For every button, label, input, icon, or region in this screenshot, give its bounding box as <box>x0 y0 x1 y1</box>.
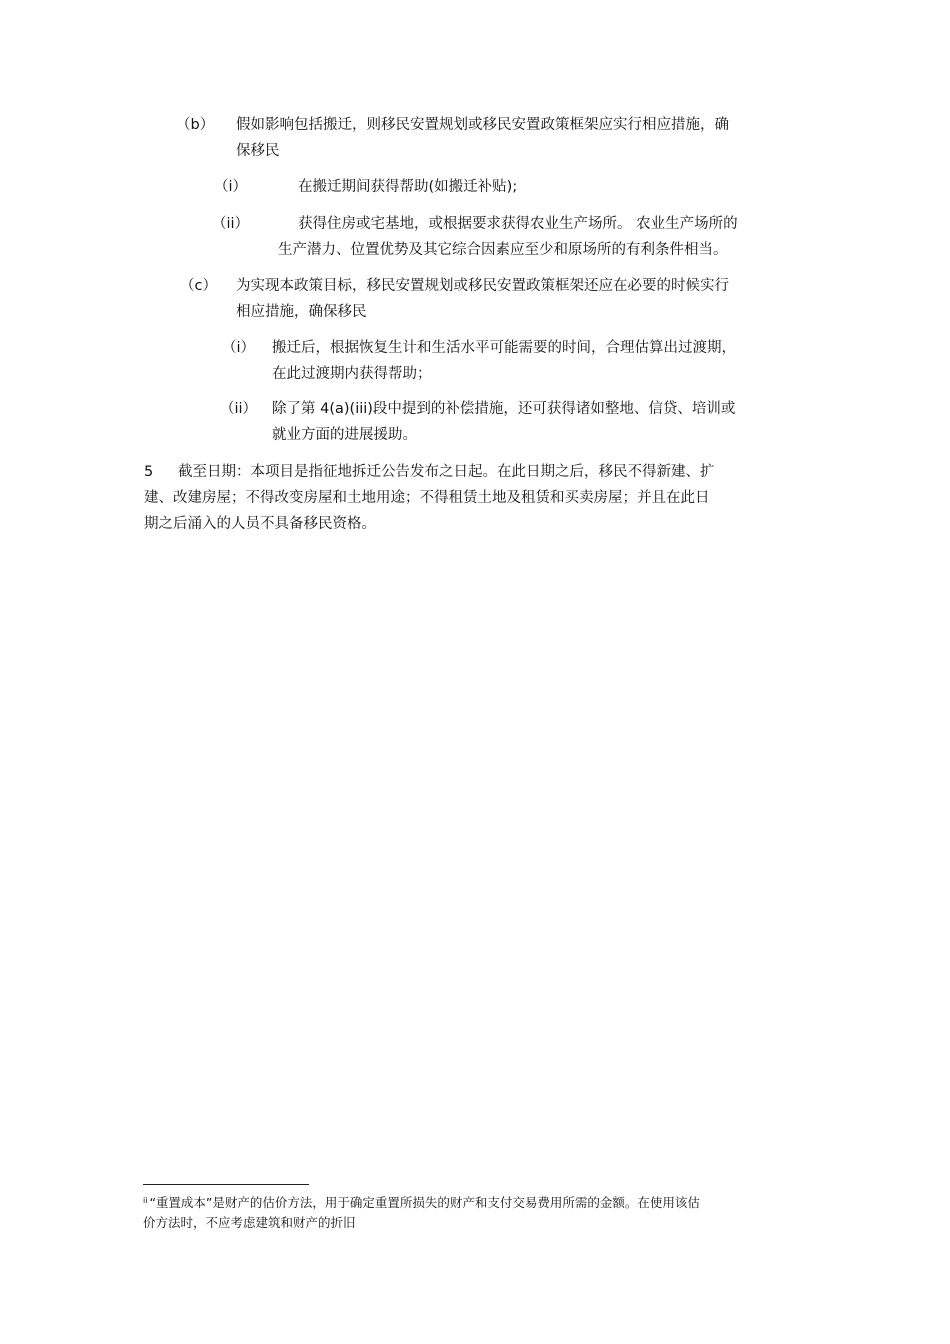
footnote-line1: “重置成本”是财产的估价方法，用于确定重置所损失的财产和支付交易费用所需的金额。在使用该估 <box>149 1195 700 1210</box>
item-c-i-line2: 在此过渡期内获得帮助； <box>272 366 432 382</box>
item-b-ii-line1: 获得住房或宅基地，或根据要求获得农业生产场所。 农业生产场所的 <box>298 216 738 232</box>
paragraph-5-line1: 截至日期：本项目是指征地拆迁公告发布之日起。在此日期之后，移民不得新建、扩 <box>178 464 715 480</box>
item-b-i-marker: （i） <box>214 179 248 195</box>
item-c-line1: 为实现本政策目标，移民安置规划或移民安置政策框架还应在必要的时候实行 <box>236 278 729 294</box>
item-c-i-marker: （i） <box>222 340 256 356</box>
footnote-line2: 价方法时，不应考虑建筑和财产的折旧 <box>143 1215 356 1230</box>
item-c-marker: （c） <box>180 278 217 294</box>
item-c-i-line1: 搬迁后，根据恢复生计和生活水平可能需要的时间，合理估算出过渡期， <box>272 340 736 356</box>
footnote-separator <box>143 1184 309 1185</box>
paragraph-5-line2: 建、改建房屋；不得改变房屋和土地用途；不得租赁土地及租赁和买卖房屋；并且在此日 <box>144 490 710 506</box>
item-b-ii-line2: 生产潜力、位置优势及其它综合因素应至少和原场所的有利条件相当。 <box>278 242 728 258</box>
footnote-line1-wrap <box>143 1190 700 1214</box>
item-b-marker: （b） <box>176 117 215 133</box>
paragraph-5-line3: 期之后涌入的人员不具备移民资格。 <box>144 516 376 532</box>
item-b-line2: 保移民 <box>236 143 280 159</box>
item-c-ii-marker: （ii） <box>220 401 258 417</box>
item-b-line1: 假如影响包括搬迁，则移民安置规划或移民安置政策框架应实行相应措施，确 <box>236 117 729 133</box>
footnote-mark: ii <box>143 1196 148 1205</box>
item-c-ii-line2: 就业方面的进展援助。 <box>272 427 417 443</box>
item-c-line2: 相应措施，确保移民 <box>236 304 367 320</box>
item-c-ii-line1: 除了第 4(a)(iii)段中提到的补偿措施，还可获得诸如整地、信贷、培训或 <box>272 401 736 417</box>
item-b-i-line1: 在搬迁期间获得帮助(如搬迁补贴); <box>298 179 518 195</box>
paragraph-5-number: 5 <box>144 464 154 480</box>
item-b-ii-marker: （ii） <box>212 216 250 232</box>
